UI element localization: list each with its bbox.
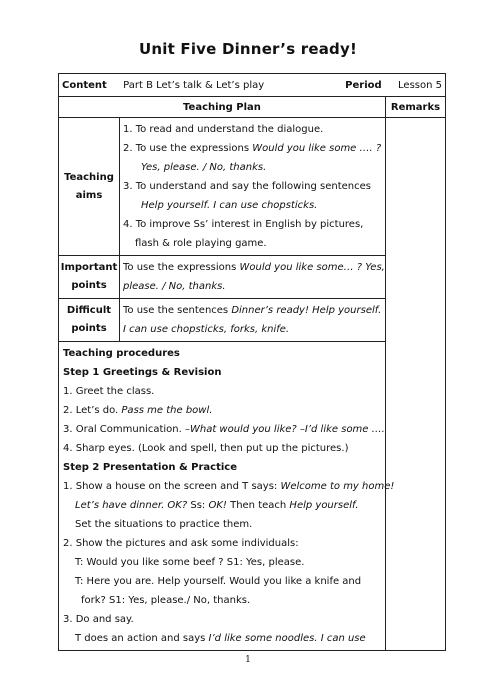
aims-row (59, 118, 446, 256)
period-label: Period (345, 79, 382, 91)
teaching-plan-header: Teaching Plan (59, 97, 386, 118)
important-label: Important points (59, 256, 120, 299)
period-value: Lesson 5 (398, 79, 442, 91)
teaching-plan-table (58, 73, 446, 651)
content-label: Content (62, 79, 107, 91)
content-value: Part B Let’s talk & Let’s play (123, 79, 265, 91)
procedures-heading: Teaching procedures (63, 348, 180, 359)
difficult-label: Difficult points (59, 299, 120, 342)
difficult-content: To use the sentences Dinner’s ready! Help yourself. I can use chopsticks, forks, knife. (120, 299, 386, 342)
header-row (59, 97, 446, 118)
procedures-content: Teaching procedures Step 1 Greetings & Revision 1. Greet the class. 2. Let’s do. Pass me the bowl. 3. Oral Communication. –What would you like? –I’d like some …. 4. Sharp eyes. (Look and spell, then put up the pictures.) Step 2 Presentation & Practice 1. Show a house on the screen and T says: Welcome to my home! Let’s have dinner. OK? Ss: OK! Then teach Help yourself. Set the situations to practice them. 2. Show the pictures and ask some individuals: T: Would you like some beef ? S1: Yes, please. T: Here you are. Help yourself. Would you like a knife and fork? S1: Yes, please./ No, thanks. 3. Do and say. T does an action and says I’d like some noodles. I can use (59, 342, 386, 651)
remarks-cell (386, 118, 446, 651)
step-1-heading: Step 1 Greetings & Revision (63, 367, 222, 378)
page-number: 1 (245, 655, 251, 665)
step-2-heading: Step 2 Presentation & Practice (63, 462, 238, 473)
aims-content: 1. To read and understand the dialogue. 2. To use the expressions Would you like some …. ? Yes, please. / No, thanks. 3. To understand and say the following sentences Help yourself. I can use chopsticks. 4. To improve Ss’ interest in English by pictures, flash & role playing game. (120, 118, 386, 256)
remarks-header: Remarks (386, 97, 446, 118)
document-title: Unit Five Dinner’s ready! (138, 40, 357, 58)
content-row (59, 74, 446, 97)
aims-label: Teaching aims (59, 118, 120, 256)
important-content: To use the expressions Would you like some… ? Yes, please. / No, thanks. (120, 256, 386, 299)
